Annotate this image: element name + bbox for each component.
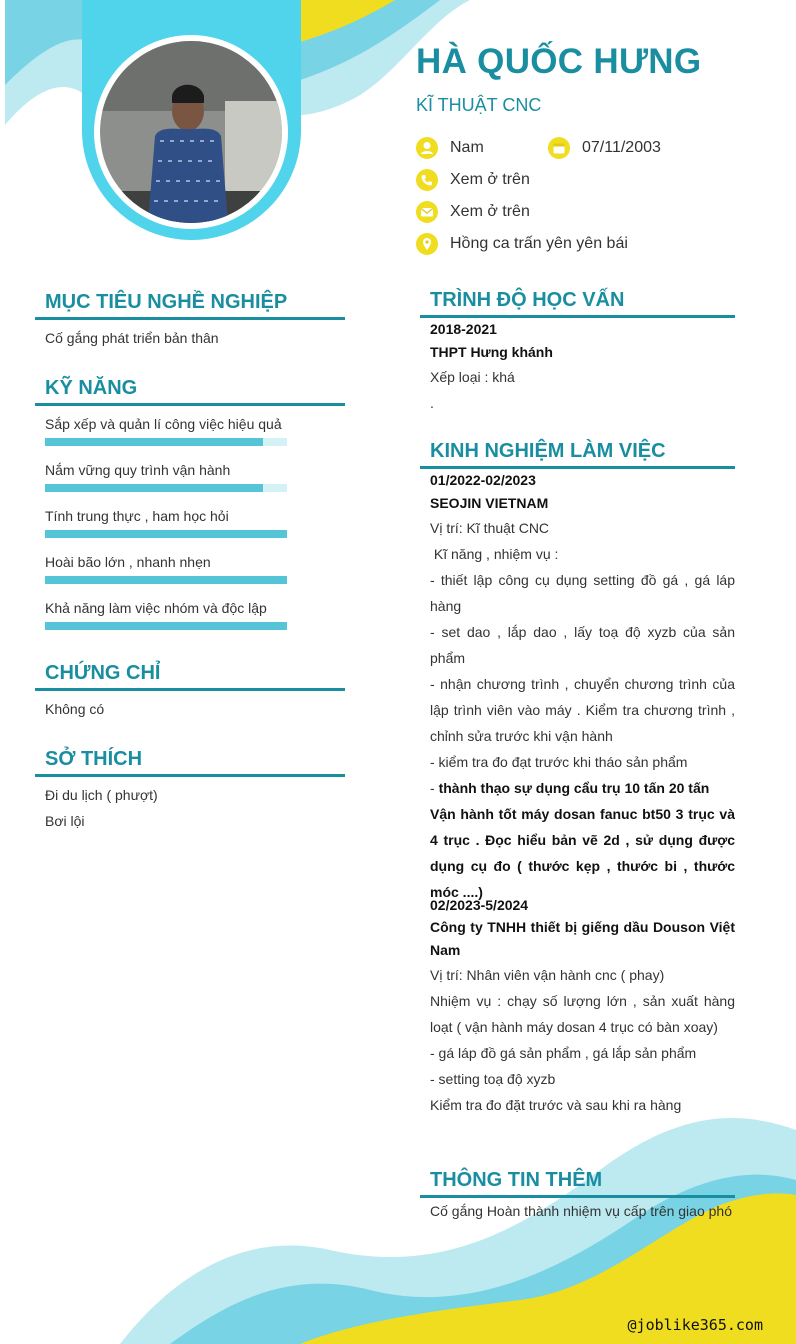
skills-rule <box>35 403 345 406</box>
phone-row <box>416 169 530 191</box>
job-duty: - thiết lập công cụ dụng setting đồ gá , gá láp hàng <box>430 572 735 614</box>
skill-bar-fill <box>45 438 263 446</box>
email-value: Xem ở trên <box>450 203 530 220</box>
job-duty: Nhiệm vụ : chạy số lượng lớn , sản xuất hàng loạt ( vận hành máy dosan 4 trục có bàn xoay) <box>430 993 735 1035</box>
education-block <box>430 318 735 416</box>
phone-value: Xem ở trên <box>450 171 530 188</box>
job-duty: - setting toạ độ xyzb <box>430 1071 556 1087</box>
job-duty: Kiểm tra đo đặt trước và sau khi ra hàng <box>430 1097 682 1113</box>
career-goal-rule <box>35 317 345 320</box>
job-period: 02/2023-5/2024 <box>430 897 529 913</box>
job-duty: - gá láp đồ gá sản phẩm , gá lắp sản phẩm <box>430 1045 697 1061</box>
location-icon <box>416 233 438 255</box>
candidate-name: HÀ QUỐC HƯNG <box>416 42 702 81</box>
job-duty: - set dao , lắp dao , lấy toạ độ xyzb của sản phẩm <box>430 624 735 666</box>
skills-heading: KỸ NĂNG <box>45 377 138 399</box>
job-title: KĨ THUẬT CNC <box>416 95 542 115</box>
job-company: SEOJIN VIETNAM <box>430 495 549 511</box>
certificates-rule <box>35 688 345 691</box>
skill-bar-fill <box>45 530 287 538</box>
education-grade: Xếp loại : khá <box>430 369 515 385</box>
experience-heading: KINH NGHIỆM LÀM VIỆC <box>430 440 666 462</box>
skill-bar-fill <box>45 484 263 492</box>
job-duty-bold-row <box>430 775 735 801</box>
job-period: 01/2022-02/2023 <box>430 472 536 488</box>
user-icon <box>416 137 438 159</box>
job-duty: - kiểm tra đo đạt trước khi tháo sản phẩm <box>430 754 688 770</box>
career-goal-heading: MỤC TIÊU NGHỀ NGHIỆP <box>45 291 288 313</box>
certificates-heading: CHỨNG CHỈ <box>45 662 161 684</box>
experience-job-2 <box>430 894 735 1118</box>
address-row <box>416 233 628 255</box>
email-icon <box>416 201 438 223</box>
additional-info-rule <box>420 1195 735 1198</box>
hobbies-rule <box>35 774 345 777</box>
job-company: Công ty TNHH thiết bị giếng dầu Douson Việt Nam <box>430 919 735 958</box>
skill-bar <box>45 576 287 584</box>
gender-value: Nam <box>450 139 484 156</box>
skill-label: Nắm vững quy trình vận hành <box>45 462 231 478</box>
hobby-item: Bơi lội <box>45 813 85 829</box>
career-goal-text: Cố gắng phát triển bản thân <box>45 330 219 346</box>
phone-icon <box>416 169 438 191</box>
additional-info-heading: THÔNG TIN THÊM <box>430 1169 603 1191</box>
job-position: Vị trí: Kĩ thuật CNC <box>430 520 550 536</box>
site-watermark: @joblike365.com <box>627 1316 763 1334</box>
job-duty: - nhận chương trình , chuyển chương trình của lập trình viên vào máy . Kiểm tra chương trình , chỉnh sửa trước khi vận hành <box>430 676 735 744</box>
skill-label: Tính trung thực , ham học hỏi <box>45 508 229 524</box>
hobbies-heading: SỞ THÍCH <box>45 748 143 770</box>
gender-row <box>416 137 484 159</box>
skill-bar <box>45 438 287 446</box>
education-period: 2018-2021 <box>430 321 497 337</box>
email-row <box>416 201 530 223</box>
skill-label: Hoài bão lớn , nhanh nhẹn <box>45 554 211 570</box>
address-value: Hồng ca trấn yên yên bái <box>450 235 628 252</box>
skill-bar <box>45 622 287 630</box>
profile-photo <box>100 41 282 223</box>
skill-bar <box>45 484 287 492</box>
birthdate-value: 07/11/2003 <box>582 139 661 156</box>
skill-label: Sắp xếp và quản lí công việc hiệu quả <box>45 416 282 432</box>
job-duty-bold: thành thạo sự dụng cẩu trụ 10 tấn 20 tấn <box>438 780 710 796</box>
job-duty-prefix: - <box>430 780 439 796</box>
skill-bar <box>45 530 287 538</box>
calendar-icon <box>548 137 570 159</box>
skill-label: Khả năng làm việc nhóm và độc lập <box>45 600 267 616</box>
skill-bar-fill <box>45 622 287 630</box>
additional-info-text: Cố gắng Hoàn thành nhiệm vụ cấp trên giao phó <box>430 1203 732 1219</box>
education-heading: TRÌNH ĐỘ HỌC VẤN <box>430 289 625 311</box>
education-note: . <box>430 395 434 411</box>
job-duties-label: Kĩ năng , nhiệm vụ : <box>430 546 559 562</box>
job-duty-bold: Vận hành tốt máy dosan fanuc bt50 3 trục và 4 trục . Đọc hiểu bản vẽ 2d , sử dụng được dụng cụ đo ( thước kẹp , thước bi , thước móc ....) <box>430 806 735 900</box>
hobby-item: Đi du lịch ( phượt) <box>45 787 158 803</box>
birthdate-row <box>548 137 661 159</box>
job-position: Vị trí: Nhân viên vận hành cnc ( phay) <box>430 967 665 983</box>
education-school: THPT Hưng khánh <box>430 344 553 360</box>
skill-bar-fill <box>45 576 287 584</box>
experience-job-1 <box>430 469 735 905</box>
certificates-text: Không có <box>45 701 105 717</box>
